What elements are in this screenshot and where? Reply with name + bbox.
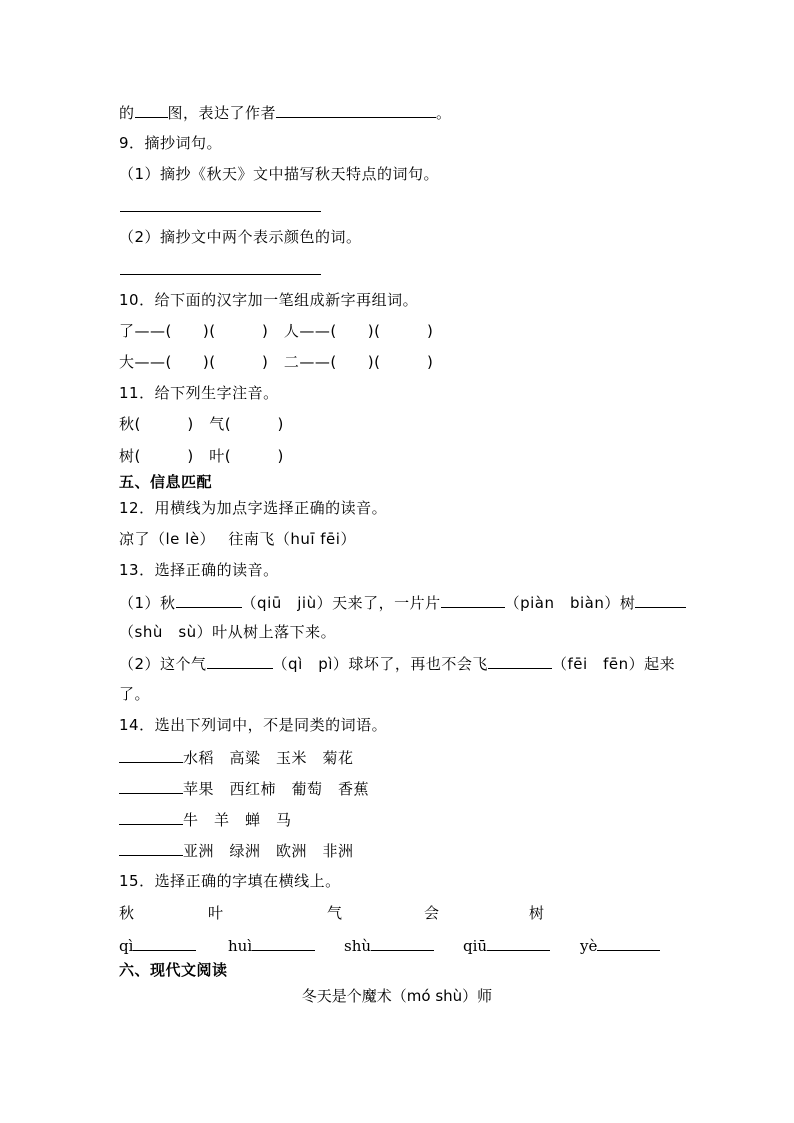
section-heading-5: 五、信息匹配 bbox=[119, 473, 213, 491]
answer-blank[interactable] bbox=[135, 102, 168, 118]
answer-blank[interactable] bbox=[441, 592, 505, 608]
q14-row: 亚洲 绿洲 欧洲 非洲 bbox=[119, 840, 354, 861]
q15-pinyin-item: yè bbox=[580, 935, 660, 956]
q11-row2[interactable]: 树( ) 叶( ) bbox=[119, 447, 284, 465]
q12-title: 12．用横线为加点字选择正确的读音。 bbox=[119, 499, 388, 517]
answer-blank[interactable] bbox=[119, 840, 183, 856]
q15-char: 秋 bbox=[119, 904, 135, 922]
q15-char: 树 bbox=[529, 904, 545, 922]
q13-title: 13．选择正确的读音。 bbox=[119, 561, 279, 579]
q13-sub2: （2）这个气 （qì pì）球坏了，再也不会飞 （fēi fēn）起来 bbox=[119, 655, 676, 673]
q13-sub1-cont: （shù sù）叶从树上落下来。 bbox=[119, 623, 337, 641]
q9-sub2: （2）摘抄文中两个表示颜色的词。 bbox=[119, 228, 362, 246]
answer-blank[interactable] bbox=[371, 935, 434, 951]
q9-title: 9．摘抄词句。 bbox=[119, 134, 223, 152]
answer-blank[interactable] bbox=[276, 102, 436, 118]
q15-char: 叶 bbox=[208, 904, 224, 922]
q10-row1[interactable]: 了——( )( ) 人——( )( ) bbox=[119, 322, 434, 340]
q9-sub1: （1）摘抄《秋天》文中描写秋天特点的词句。 bbox=[119, 165, 440, 183]
q11-title: 11．给下列生字注音。 bbox=[119, 384, 279, 402]
answer-line[interactable] bbox=[120, 274, 321, 275]
q15-pinyin-item: qiū bbox=[463, 935, 550, 956]
q10-row2[interactable]: 大——( )( ) 二——( )( ) bbox=[119, 353, 434, 371]
q15-title: 15．选择正确的字填在横线上。 bbox=[119, 872, 341, 890]
section-heading-6: 六、现代文阅读 bbox=[119, 961, 228, 979]
answer-blank[interactable] bbox=[176, 592, 242, 608]
q12-line: 凉了（le lè） 往南飞（huī fēi） bbox=[119, 530, 356, 548]
q13-sub1: （1）秋 （qiū jiù）天来了，一片片 （piàn biàn）树 bbox=[119, 592, 686, 613]
q13-sub2-cont: 了。 bbox=[119, 685, 151, 703]
answer-blank[interactable] bbox=[635, 592, 686, 608]
q15-char: 会 bbox=[424, 904, 440, 922]
answer-blank[interactable] bbox=[488, 653, 552, 669]
answer-blank[interactable] bbox=[119, 747, 183, 763]
q11-row1[interactable]: 秋( ) 气( ) bbox=[119, 415, 284, 433]
answer-line[interactable] bbox=[120, 211, 321, 212]
q8-continuation: 的 图，表达了作者 。 bbox=[119, 104, 452, 122]
q10-title: 10．给下面的汉字加一笔组成新字再组词。 bbox=[119, 291, 419, 309]
q15-pinyin-item: huì bbox=[228, 935, 315, 956]
q14-row: 牛 羊 蝉 马 bbox=[119, 809, 292, 830]
answer-blank[interactable] bbox=[252, 935, 315, 951]
q14-row: 苹果 西红柿 葡萄 香蕉 bbox=[119, 778, 369, 799]
answer-blank[interactable] bbox=[119, 778, 183, 794]
q14-title: 14．选出下列词中，不是同类的词语。 bbox=[119, 716, 388, 734]
answer-blank[interactable] bbox=[487, 935, 550, 951]
answer-blank[interactable] bbox=[597, 935, 660, 951]
q15-pinyin-item: shù bbox=[344, 935, 434, 956]
q15-char: 气 bbox=[327, 904, 343, 922]
q14-row: 水稻 高粱 玉米 菊花 bbox=[119, 747, 354, 768]
answer-blank[interactable] bbox=[207, 653, 273, 669]
q15-pinyin-item: qì bbox=[119, 935, 196, 956]
answer-blank[interactable] bbox=[119, 809, 183, 825]
answer-blank[interactable] bbox=[133, 935, 196, 951]
story-title: 冬天是个魔术（mó shù）师 bbox=[301, 987, 493, 1005]
